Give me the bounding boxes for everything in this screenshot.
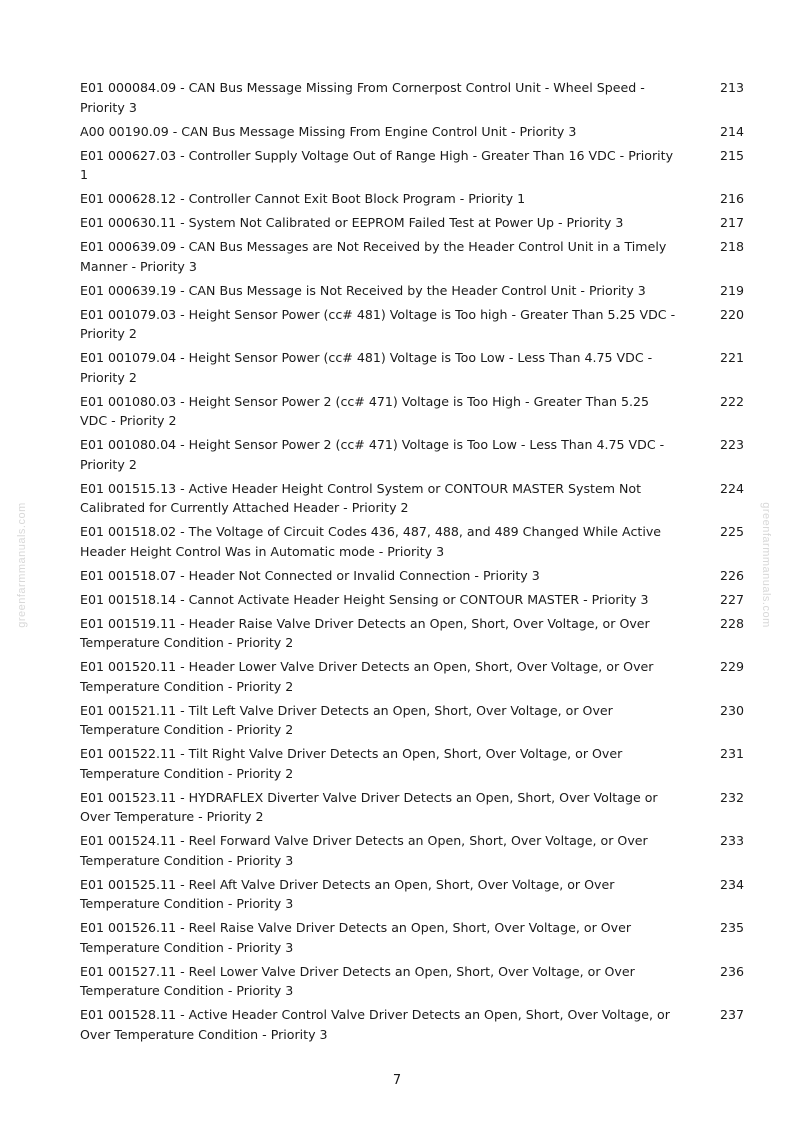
toc-entry-page-number: 214: [719, 123, 744, 139]
toc-entry-title: E01 001519.11 - Header Raise Valve Driver Detects an Open, Short, Over Voltage, or Over Temperature Condition - Priority 2: [80, 615, 650, 650]
toc-entry[interactable]: [80, 744, 744, 783]
toc-entry-page-number: 219: [719, 282, 744, 298]
toc-entry[interactable]: [80, 522, 744, 561]
toc-entry-title: E01 001527.11 - Reel Lower Valve Driver Detects an Open, Short, Over Voltage, or Over Temperature Condition - Priority 3: [80, 963, 635, 998]
toc-entry[interactable]: [80, 788, 744, 827]
toc-entry[interactable]: [80, 122, 744, 142]
toc-entry-title: E01 001518.02 - The Voltage of Circuit Codes 436, 487, 488, and 489 Changed While Active Header Height Control Was in Automatic mode - Priority 3: [80, 524, 662, 559]
toc-entry[interactable]: [80, 189, 744, 209]
toc-entry[interactable]: [80, 614, 744, 653]
table-of-contents: [80, 78, 744, 1049]
toc-entry-title: E01 001515.13 - Active Header Height Control System or CONTOUR MASTER System Not Calibrated for Currently Attached Header - Priority 2: [80, 480, 642, 515]
toc-entry-title: E01 001523.11 - HYDRAFLEX Diverter Valve Driver Detects an Open, Short, Over Voltage or Over Temperature - Priority 2: [80, 789, 658, 824]
toc-entry-title: E01 000627.03 - Controller Supply Voltage Out of Range High - Greater Than 16 VDC - Priority 1: [80, 147, 674, 182]
toc-entry-page-number: 224: [719, 480, 744, 496]
toc-entry-title: E01 001080.03 - Height Sensor Power 2 (cc# 471) Voltage is Too High - Greater Than 5.25 VDC - Priority 2: [80, 393, 649, 428]
toc-entry-page-number: 218: [719, 239, 744, 254]
toc-entry[interactable]: [80, 213, 744, 233]
toc-entry-page-number: 213: [719, 80, 744, 95]
toc-entry-page-number: 216: [719, 191, 744, 206]
toc-entry[interactable]: [80, 566, 744, 586]
toc-entry-title: E01 000639.09 - CAN Bus Messages are Not Received by the Header Control Unit in a Timely Manner - Priority 3: [80, 239, 667, 274]
toc-entry-title: E01 001520.11 - Header Lower Valve Driver Detects an Open, Short, Over Voltage, or Over Temperature Condition - Priority 2: [80, 659, 654, 694]
toc-entry-title: E01 001080.04 - Height Sensor Power 2 (cc# 471) Voltage is Too Low - Less Than 4.75 VDC - Priority 2: [80, 437, 665, 472]
toc-entry[interactable]: [80, 305, 744, 344]
toc-entry[interactable]: [80, 479, 744, 518]
toc-entry-page-number: 235: [719, 920, 744, 935]
toc-entry-title: E01 001518.07 - Header Not Connected or Invalid Connection - Priority 3: [80, 567, 540, 583]
watermark-right: greenfarmmanuals.com: [760, 502, 772, 628]
watermark-left: greenfarmmanuals.com: [16, 502, 28, 628]
toc-entry-title: E01 001079.04 - Height Sensor Power (cc# 481) Voltage is Too Low - Less Than 4.75 VDC - Priority 2: [80, 350, 653, 385]
toc-entry[interactable]: [80, 237, 744, 276]
toc-entry-title: E01 000628.12 - Controller Cannot Exit Boot Block Program - Priority 1: [80, 191, 526, 206]
toc-entry-title: E01 001525.11 - Reel Aft Valve Driver Detects an Open, Short, Over Voltage, or Over Temperature Condition - Priority 3: [80, 876, 615, 911]
toc-entry[interactable]: [80, 78, 744, 117]
toc-entry-page-number: 233: [719, 833, 744, 848]
toc-entry[interactable]: [80, 918, 744, 957]
toc-entry-title: E01 001079.03 - Height Sensor Power (cc# 481) Voltage is Too high - Greater Than 5.25 VDC - Priority 2: [80, 306, 676, 341]
toc-entry[interactable]: [80, 392, 744, 431]
toc-entry-page-number: 222: [719, 393, 744, 409]
toc-entry-title: E01 001522.11 - Tilt Right Valve Driver Detects an Open, Short, Over Voltage, or Over Temperature Condition - Priority 2: [80, 746, 623, 781]
toc-entry-title: A00 00190.09 - CAN Bus Message Missing From Engine Control Unit - Priority 3: [80, 123, 577, 139]
toc-entry-page-number: 215: [719, 147, 744, 163]
toc-entry-page-number: 236: [719, 963, 744, 979]
toc-entry-page-number: 237: [719, 1007, 744, 1022]
toc-entry[interactable]: [80, 831, 744, 870]
toc-entry-page-number: 227: [719, 591, 744, 607]
toc-entry-title: E01 001528.11 - Active Header Control Valve Driver Detects an Open, Short, Over Voltage, or Over Temperature Condition - Priority 3: [80, 1007, 670, 1042]
toc-entry[interactable]: [80, 435, 744, 474]
toc-entry[interactable]: [80, 657, 744, 696]
toc-entry[interactable]: [80, 348, 744, 387]
toc-entry-page-number: 225: [719, 524, 744, 539]
toc-entry-page-number: 217: [719, 215, 744, 230]
toc-entry-page-number: 223: [719, 437, 744, 452]
toc-entry-page-number: 231: [719, 746, 744, 761]
toc-entry[interactable]: [80, 1005, 744, 1044]
toc-entry[interactable]: [80, 701, 744, 740]
page-number: 7: [392, 1073, 402, 1088]
toc-entry[interactable]: [80, 962, 744, 1001]
toc-entry-page-number: 234: [719, 876, 744, 892]
toc-entry[interactable]: [80, 875, 744, 914]
toc-entry-page-number: 226: [719, 567, 744, 583]
toc-entry-title: E01 000630.11 - System Not Calibrated or EEPROM Failed Test at Power Up - Priority 3: [80, 215, 624, 230]
toc-entry-page-number: 230: [719, 702, 744, 718]
toc-entry-page-number: 220: [719, 306, 744, 322]
toc-entry[interactable]: [80, 281, 744, 301]
toc-entry[interactable]: [80, 146, 744, 185]
toc-entry-title: E01 001518.14 - Cannot Activate Header Height Sensing or CONTOUR MASTER - Priority 3: [80, 591, 649, 607]
toc-entry-page-number: 228: [719, 615, 744, 631]
toc-entry-title: E01 000084.09 - CAN Bus Message Missing From Cornerpost Control Unit - Wheel Speed - Priority 3: [80, 80, 645, 115]
toc-entry[interactable]: [80, 590, 744, 610]
toc-entry-page-number: 229: [719, 659, 744, 674]
toc-entry-page-number: 221: [719, 350, 744, 365]
toc-entry-title: E01 000639.19 - CAN Bus Message is Not Received by the Header Control Unit - Priority 3: [80, 282, 646, 298]
toc-entry-page-number: 232: [719, 789, 744, 805]
toc-entry-title: E01 001526.11 - Reel Raise Valve Driver Detects an Open, Short, Over Voltage, or Over Temperature Condition - Priority 3: [80, 920, 632, 955]
toc-entry-title: E01 001521.11 - Tilt Left Valve Driver Detects an Open, Short, Over Voltage, or Over Temperature Condition - Priority 2: [80, 702, 613, 737]
toc-entry-title: E01 001524.11 - Reel Forward Valve Driver Detects an Open, Short, Over Voltage, or Over Temperature Condition - Priority 3: [80, 833, 648, 868]
